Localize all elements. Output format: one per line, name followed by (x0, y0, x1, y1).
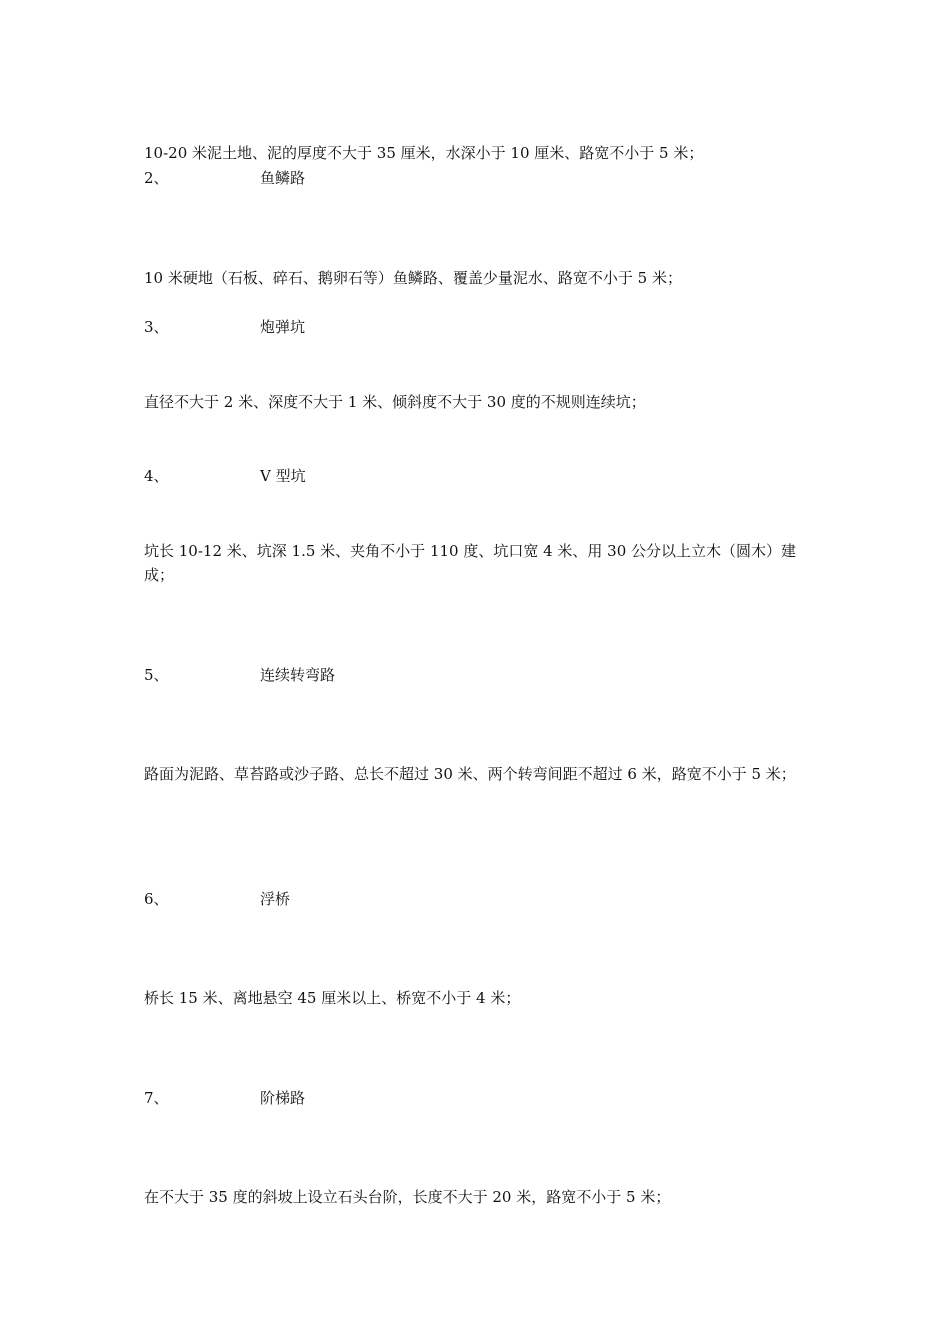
section-number: 5、 (144, 666, 169, 684)
section-description: 桥长 15 米、离地悬空 45 厘米以上、桥宽不小于 4 米； (144, 989, 521, 1007)
intro-line: 10-20 米泥土地、泥的厚度不大于 35 厘米，水深小于 10 厘米、路宽不小于 5 米； (144, 144, 704, 162)
section-title: V 型坑 (260, 467, 306, 485)
section-description: 直径不大于 2 米、深度不大于 1 米、倾斜度不大于 30 度的不规则连续坑； (144, 393, 646, 411)
section-description: 在不大于 35 度的斜坡上设立石头台阶，长度不大于 20 米，路宽不小于 5 米； (144, 1188, 671, 1206)
section-title: 鱼鳞路 (260, 169, 306, 187)
section-number: 2、 (144, 169, 169, 187)
section-number: 7、 (144, 1089, 169, 1107)
section-title: 连续转弯路 (260, 666, 336, 684)
section-description: 坑长 10-12 米、坑深 1.5 米、夹角不小于 110 度、坑口宽 4 米、用 30 公分以上立木（圆木）建成； (144, 542, 797, 584)
section-title: 阶梯路 (260, 1089, 306, 1107)
section-description: 10 米硬地（石板、碎石、鹅卵石等）鱼鳞路、覆盖少量泥水、路宽不小于 5 米； (144, 269, 682, 287)
section-number: 3、 (144, 318, 169, 336)
section-number: 6、 (144, 890, 169, 908)
section-title: 炮弹坑 (260, 318, 306, 336)
section-title: 浮桥 (260, 890, 291, 908)
section-number: 4、 (144, 467, 169, 485)
section-description: 路面为泥路、草苔路或沙子路、总长不超过 30 米、两个转弯间距不超过 6 米，路宽不小于 5 米； (144, 765, 796, 783)
